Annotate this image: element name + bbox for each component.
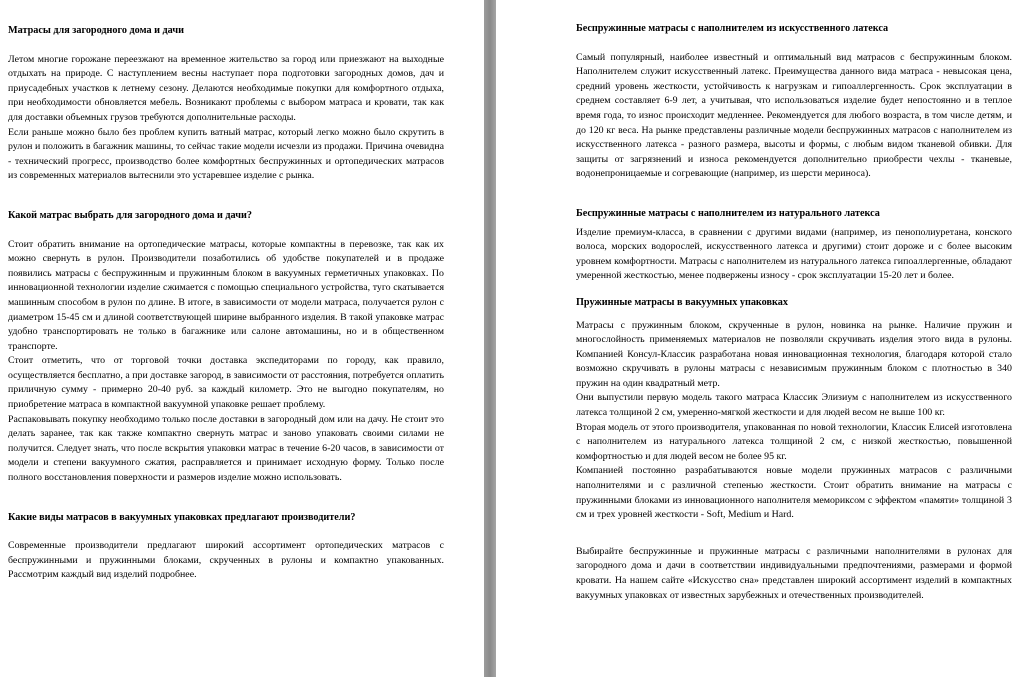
section-heading-country-house-mattresses: Матрасы для загородного дома и дачи (8, 25, 184, 36)
paragraph: Современные производители предлагают широкий ассортимент ортопедических матрасов с беспружинными и пружинными блоками, скрученных в рулоны и компактно упакованных. Рассмотрим каждый вид изделий подробнее. (8, 540, 444, 581)
paragraph: Они выпустили первую модель такого матраса Классик Элизиум с наполнителем из искусственного латекса толщиной 2 см, умеренно-мягкой жесткости и для людей весом не выше 100 кг. (576, 392, 1012, 419)
paragraph: Компанией постоянно разрабатываются новые модели пружинных матрасов с различными наполнителями и с различной степенью жесткости. Стоит обратить внимание на матрасы с пружинными блоками из инновационного наполнителя мемориксом с эффектом «памяти» толщиной 3 см и трех уровней жесткости - Soft, Medium и Hard. (576, 465, 1012, 521)
right-page-content (576, 22, 1012, 603)
right-page (496, 0, 1029, 677)
section-heading-spring-vacuum: Пружинные матрасы в вакуумных упаковках (576, 296, 788, 308)
page-gutter (484, 0, 496, 677)
left-page-content (8, 24, 444, 583)
paragraph: Самый популярный, наиболее известный и оптимальный вид матрасов с беспружинным блоком. Наполнителем служит искусственный латекс. Преимущества данного вида матраса - невысокая цена, средний уровень жесткости, устойчивость к нагрузкам и гипоаллергенность. Срок эксплуатации в среднем составляет 6-9 лет, а учитывая, что использоваться изделие будет непостоянно и в теплое время года, то износ происходит медленнее. Рекомендуется для любого возраста, в том числе детям, и до 120 кг веса. На рынке представлены различные модели беспружинных матрасов с наполнителем из искусственного латекса - разного размера, высоты и формы, с любым видом тканевой обивки. Для защиты от загрязнений и износа рекомендуется дополнительно приобрести чехлы - тканевые, водонепроницаемые и согревающие (например, из шерсти мериноса). (576, 51, 1012, 180)
paragraph: Если раньше можно было без проблем купить ватный матрас, который легко можно было скрутить в рулон и положить в багажник машины, то сейчас такие модели исчезли из продажи. Причина очевидна - технический прогресс, производство более комфортных беспружинных и ортопедических матрасов из современных материалов вытеснили это устаревшее изделие с рынка. (8, 126, 444, 182)
paragraph: Изделие премиум-класса, в сравнении с другими видами (например, из пенополиуретана, конского волоса, морских водорослей, искусственного латекса и другими) стоит дороже и с более высоким уровнем комфортности. Матрасы с наполнителем из натурального латекса гипоаллергенные, обладают умеренной жесткостью, менее подвержены износу - срок эксплуатации 15-20 лет и более. (576, 226, 1012, 282)
paragraph: Распаковывать покупку необходимо только после доставки в загородный дом или на дачу. Не стоит это делать заранее, так как также компактно свернуть матрас и заново упаковать своими силами не получится. Следует знать, что после вскрытия упаковки матрас в течение 6-20 часов, в зависимости от модели и степени вакуумного сжатия, расправляется и принимает исходную форму. Только после полного восстановления поверхности и размеров изделие можно использовать. (8, 413, 444, 484)
paragraph: Летом многие горожане переезжают на временное жительство за город или приезжают на выходные отдыхать на природе. С наступлением весны наступает пора подготовки загородных домов, дач и приусадебных участков к летнему сезону. Делаются необходимые покупки для комфортного отдыха, при необходимости обновляется мебель. Возникают проблемы с выбором матраса и кровати, так как для доставки объемных грузов требуются дополнительные расходы. (8, 53, 444, 123)
paragraph: Стоит обратить внимание на ортопедические матрасы, которые компактны в перевозке, так как их можно свернуть в рулон. Производители позаботились об удобстве покупателей и в продаже появились матрасы с беспружинным и пружинным блоком в вакуумных герметичных упаковках. По инновационной технологии изделие сжимается с помощью специального устройства, туго скатывается машинным способом в рулон по длине. В итоге, в зависимости от модели матраса, получается рулон с диаметром 15-45 см и длиной соответствующей ширине выбранного изделия. В такой упаковке матрас удобно транспортировать не только в багажнике или салоне автомашины, но и в общественном транспорте. (8, 238, 444, 352)
section-heading-natural-latex: Беспружинные матрасы с наполнителем из натурального латекса (576, 207, 880, 219)
section-heading-which-mattress: Какой матрас выбрать для загородного дома и дачи? (8, 209, 252, 221)
paragraph-closing: Выбирайте беспружинные и пружинные матрасы с различными наполнителями в рулонах для загородного дома и дачи в соответствии индивидуальными предпочтениями, размерами и формой кровати. На нашем сайте «Искусство сна» представлен широкий ассортимент изделий в компактных вакуумных упаковках от известных зарубежных и отечественных производителей. (576, 545, 1012, 601)
paragraph: Стоит отметить, что от торговой точки доставка экспедиторами по городу, как правило, осуществляется бесплатно, а при доставке загород, в зависимости от расстояния, потребуется оплатить приличную сумму - примерно 20-40 руб. за каждый километр. Это не выгодно покупателям, но приобретение матраса в компактной вакуумной упаковке решает проблему. (8, 355, 444, 411)
section-heading-vacuum-types: Какие виды матрасов в вакуумных упаковках предлагают производители? (8, 511, 356, 523)
paragraph: Вторая модель от этого производителя, упакованная по новой технологии, Классик Елисей изготовлена с наполнителем из натурального латекса толщиной 2 см, с низкой жесткостью, повышенной комфортностью и для людей весом не более 95 кг. (576, 421, 1012, 462)
paragraph: Матрасы с пружинным блоком, скрученные в рулон, новинка на рынке. Наличие пружин и многослойность применяемых материалов не позволяли скручивать изделия этого вида в рулоны. Компанией Консул-Классик разработана новая инновационная технология, благодаря которой стало возможно скручивать в рулоны матрасы с независимым пружинным блоком с плотностью в 340 пружин на один квадратный метр. (576, 319, 1012, 389)
left-page (0, 0, 484, 677)
section-heading-artificial-latex: Беспружинные матрасы с наполнителем из искусственного латекса (576, 23, 889, 34)
